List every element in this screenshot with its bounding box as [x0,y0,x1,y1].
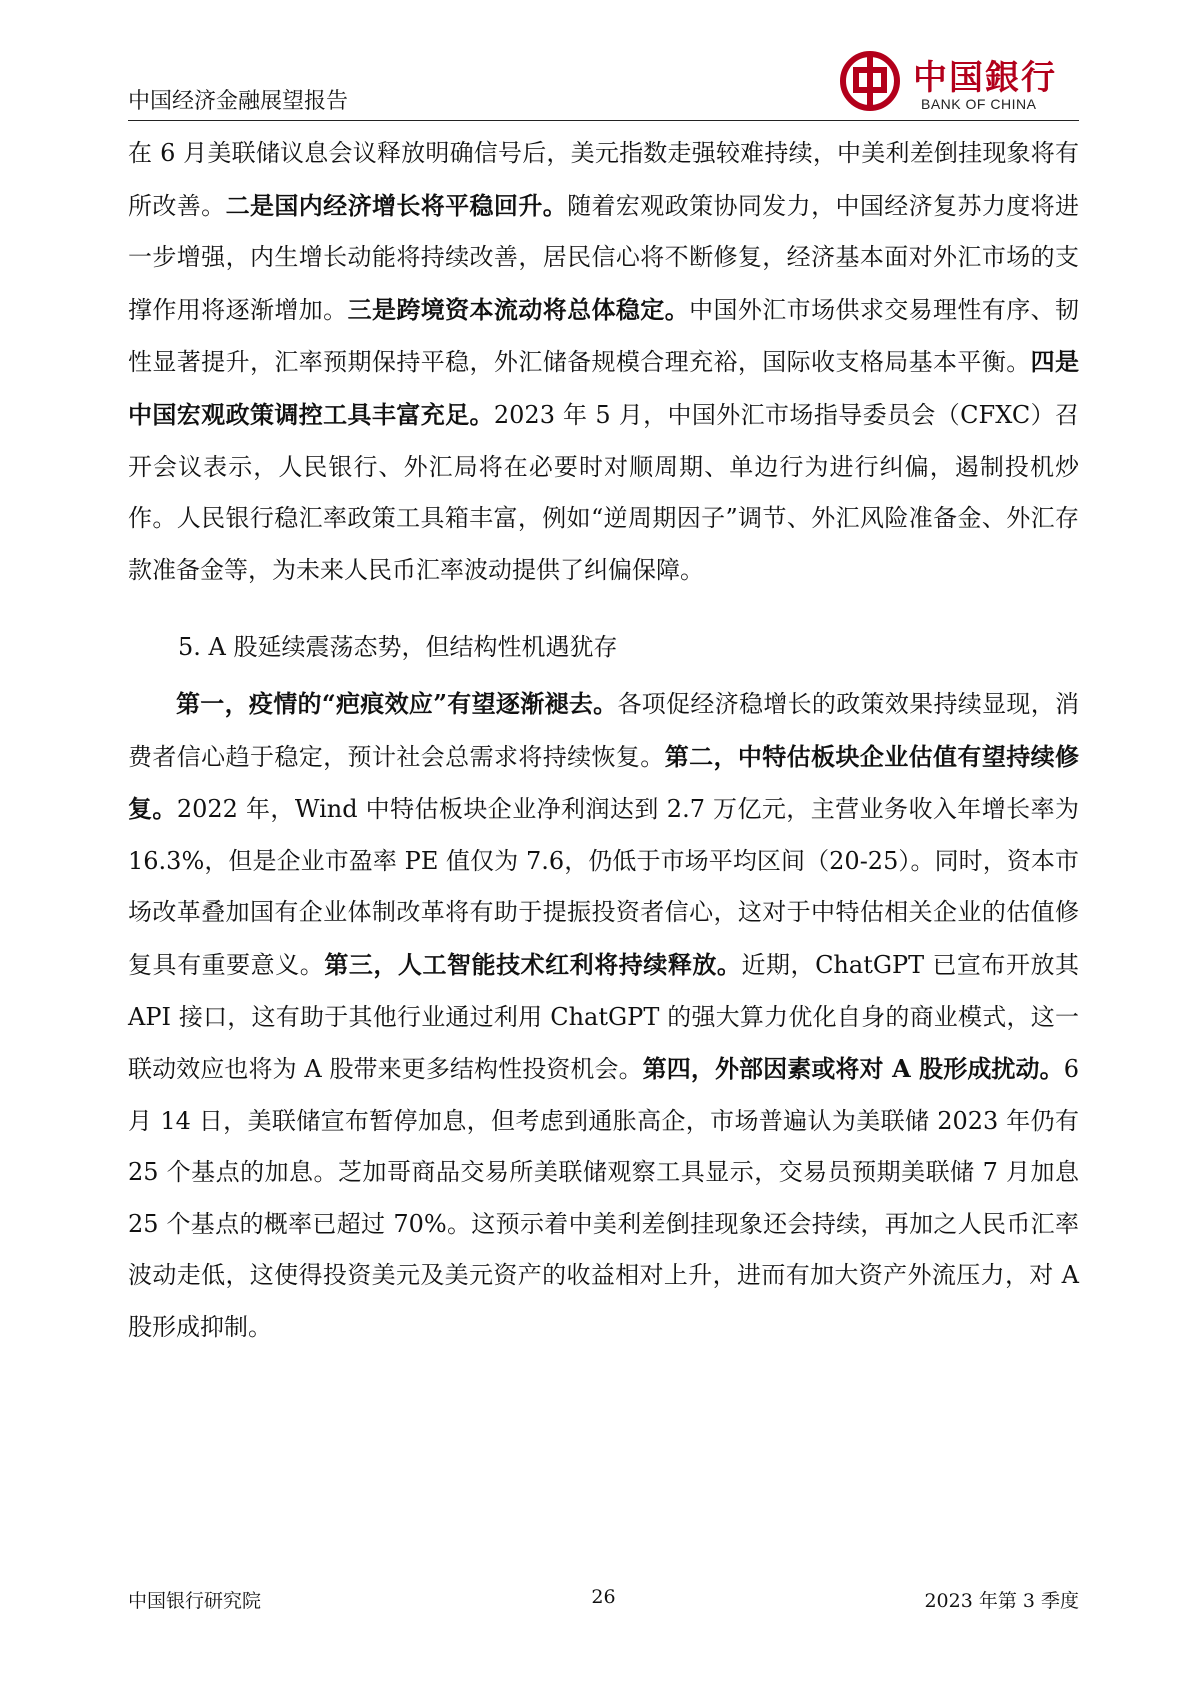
report-title: 中国经济金融展望报告 [128,89,349,114]
paragraph-emphasis: 第一，疫情的“疤痕效应”有望逐渐褪去。 [176,688,618,718]
paragraph-emphasis: 第三，人工智能技术红利将持续释放。 [324,949,742,979]
paragraph-text: 随着宏观政策协同发力，中国经济复苏力度将进一步增强，内生增长动能将持续改善，居民信心将不断修复，经济基本面对外汇市场的支撑作用将逐渐增加。 [128,191,1080,324]
paragraph-text: 6 月 14 日，美联储宣布暂停加息，但考虑到通胀高企，市场普遍认为美联储 2023 年仍有 25 个基点的加息。芝加哥商品交易所美联储观察工具显示，交易员预期美联储 7 月加息 25 个基点的概率已超过 70%。这预示着中美利差倒挂现象还会持续，再加之人民币汇率波动走低，这使得投资美元及美元资产的收益相对上升，进而有加大资产外流压力，对 A 股形成抑制。 [128,1055,1079,1342]
paragraph-text: 2022 年，Wind 中特估板块企业净利润达到 2.7 万亿元，主营业务收入年增长率为 16.3%，但是企业市盈率 PE 值仅为 7.6，仍低于市场平均区间（20-25）。同时，资本市场改革叠加国有企业体制改革将有助于提振投资者信心，这对于中特估相关企业的估值修复具有重要意义。 [128,795,1079,979]
paragraph-text: 中国外汇市场供求交易理性有序、韧性显著提升，汇率预期保持平稳，外汇储备规模合理充裕，国际收支格局基本平衡。 [128,295,1080,377]
paragraph-emphasis: 二是国内经济增长将平稳回升。 [225,190,568,220]
logo-chinese-name: 中国銀行 [913,58,1057,98]
paragraph-emphasis: 第四，外部因素或将对 A 股形成扰动。 [642,1054,1064,1084]
paragraph-exchange-rate [128,128,1079,596]
paragraph-text: 在 6 月美联储议息会议释放明确信号后，美元指数走强较难持续，中美利差倒挂现象将有所改善。 [128,139,1079,220]
paragraph-emphasis: 第二，中特估板块企业估值有望持续修复。 [128,741,1080,824]
section-heading: 5. A 股延续震荡态势，但结构性机遇犹存 [178,633,618,662]
paragraph-a-shares [128,678,1079,1354]
paragraph-emphasis: 四是中国宏观政策调控工具丰富充足。 [128,347,1080,429]
paragraph-text: 2023 年 5 月，中国外汇市场指导委员会（CFXC）召开会议表示，人民银行、外汇局将在必要时对顺周期、单边行为进行纠偏，遏制投机炒作。人民银行稳汇率政策工具箱丰富，例如“逆周期因子”调节、外汇风险准备金、外汇存款准备金等，为未来人民币汇率波动提供了纠偏保障。 [128,400,1080,584]
footer-institution: 中国银行研究院 [128,1590,262,1612]
page-number: 26 [591,1586,616,1608]
paragraph-text: 各项促经济稳增长的政策效果持续显现，消费者信心趋于稳定，预计社会总需求将持续恢复。 [128,689,1080,771]
bank-of-china-emblem-icon [839,50,901,112]
paragraph-emphasis: 三是跨境资本流动将总体稳定。 [347,294,690,324]
main-content [128,128,1079,1354]
page-header [128,40,1079,121]
footer-period: 2023 年第 3 季度 [924,1590,1079,1612]
paragraph-text: 近期，ChatGPT 已宣布开放其 API 接口，这有助于其他行业通过利用 ChatGPT 的强大算力优化自身的商业模式，这一联动效应也将为 A 股带来更多结构性投资机会。 [128,950,1080,1084]
logo-english-name: BANK OF CHINA [921,96,1037,112]
bank-logo [839,50,1079,116]
